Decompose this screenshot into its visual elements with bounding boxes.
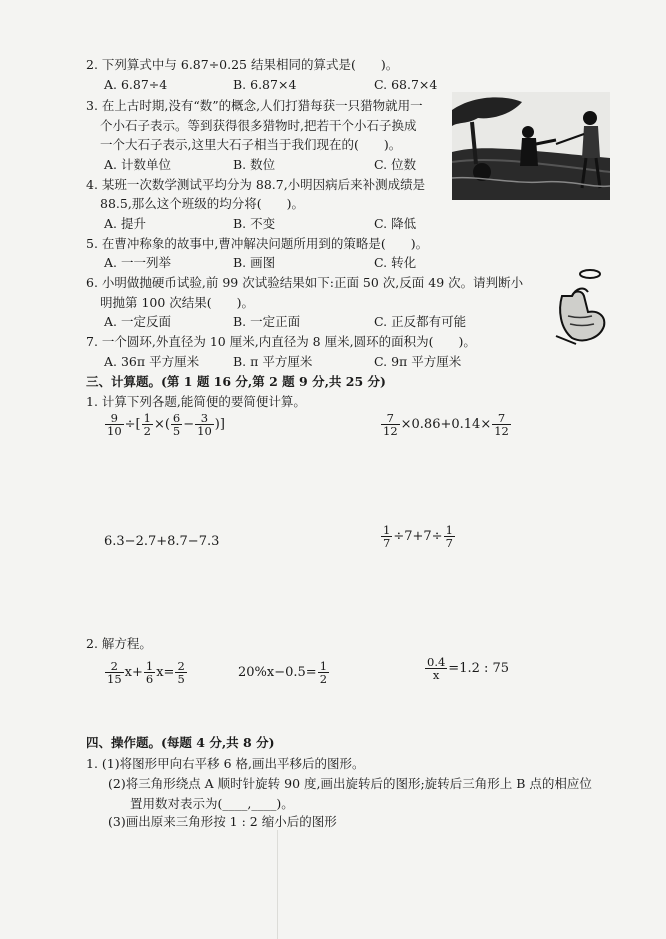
fraction: $\frac{1}{2}$ (143, 411, 151, 438)
question-5-option-b: B. 画图 (233, 255, 276, 270)
question-3-line-2: 个小石子表示。等到获得很多猎物时,把若干个小石子换成 (100, 118, 417, 133)
section-4-title: 四、操作题。(每题 4 分,共 8 分) (86, 735, 275, 750)
question-5-option-a: A. 一一列举 (104, 255, 171, 270)
equation-1 (104, 660, 188, 685)
section-4-line-4: (3)画出原来三角形按 1 : 2 缩小后的图形 (108, 814, 337, 829)
question-3-option-c: C. 位数 (374, 157, 417, 172)
calc-expression-1 (104, 412, 225, 437)
fraction: $\frac{1}{7}$ (383, 523, 391, 550)
operator: x+ (124, 665, 143, 680)
fraction: $\frac{7}{12}$ (494, 411, 509, 438)
question-4-line-1: 4. 某班一次数学测试平均分为 88.7,小明因病后来补测成绩是 (86, 177, 426, 192)
section-4-line-2: (2)将三角形绕点 A 顺时针旋转 90 度,画出旋转后的图形;旋转后三角形上 B 点的相应位 (108, 776, 592, 791)
operator: =1.2 : 75 (448, 661, 510, 676)
question-3-option-a: A. 计数单位 (104, 157, 171, 172)
fraction: $\frac{6}{5}$ (172, 411, 181, 438)
question-4-line-2: 88.5,那么这个班级的均分将( )。 (100, 196, 305, 211)
fraction: $\frac{1}{2}$ (319, 659, 328, 686)
question-6-option-a: A. 一定反面 (104, 314, 171, 329)
section-3-part-1-instruction: 1. 计算下列各题,能简便的要简便计算。 (86, 394, 306, 409)
operator: x= (156, 665, 175, 680)
question-6-option-c: C. 正反都有可能 (374, 314, 467, 329)
fraction: $\frac{1}{6}$ (145, 659, 154, 686)
question-2-stem: 2. 下列算式中与 6.87÷0.25 结果相同的算式是( )。 (86, 57, 399, 72)
fraction: $\frac{2}{15}$ (107, 659, 122, 686)
fraction: $\frac{0.4}{x}$ (427, 655, 446, 682)
question-2-option-a: A. 6.87÷4 (104, 77, 168, 92)
fraction: $\frac{1}{7}$ (445, 523, 453, 550)
fraction: $\frac{3}{10}$ (197, 411, 212, 438)
calc-expression-2 (380, 412, 512, 437)
question-5-option-c: C. 转化 (374, 255, 417, 270)
question-7-option-a: A. 36π 平方厘米 (104, 354, 200, 369)
operator: ×( (153, 417, 170, 432)
operator: − (183, 417, 195, 432)
question-6-line-1: 6. 小明做抛硬币试验,前 99 次试验结果如下:正面 50 次,反面 49 次。请判断小 (86, 275, 524, 290)
equation-3 (424, 656, 509, 681)
page-fold-line (277, 830, 278, 939)
question-2-option-b: B. 6.87×4 (233, 77, 297, 92)
section-4-line-1: 1. (1)将图形甲向右平移 6 格,画出平移后的图形。 (86, 756, 365, 771)
question-3-line-3: 一个大石子表示,这里大石子相当于我们现在的( )。 (100, 137, 402, 152)
question-6-line-2: 明抛第 100 次结果( )。 (100, 295, 255, 310)
section-3-title: 三、计算题。(第 1 题 16 分,第 2 题 9 分,共 25 分) (86, 374, 386, 389)
operator: ÷[ (124, 417, 141, 432)
calc-expression-4 (380, 524, 456, 549)
question-7-stem: 7. 一个圆环,外直径为 10 厘米,内直径为 8 厘米,圆环的面积为( )。 (86, 334, 476, 349)
question-3-option-b: B. 数位 (233, 157, 276, 172)
fraction: $\frac{7}{12}$ (383, 411, 398, 438)
question-5-stem: 5. 在曹冲称象的故事中,曹冲解决问题所用到的策略是( )。 (86, 236, 429, 251)
fraction: $\frac{2}{5}$ (177, 659, 185, 686)
fraction: $\frac{9}{10}$ (107, 411, 122, 438)
section-3-part-2-instruction: 2. 解方程。 (86, 636, 152, 651)
operator: )] (214, 417, 225, 432)
operator: ÷7+7÷ (393, 529, 443, 544)
question-4-option-c: C. 降低 (374, 216, 417, 231)
question-4-option-b: B. 不变 (233, 216, 276, 231)
question-7-option-b: B. π 平方厘米 (233, 354, 313, 369)
coin-toss-illustration (548, 266, 612, 346)
question-2-option-c: C. 68.7×4 (374, 77, 438, 92)
equation-2 (238, 660, 330, 685)
calc-expression-3: 6.3−2.7+8.7−7.3 (104, 534, 220, 549)
operator: ×0.86+0.14× (400, 417, 492, 432)
section-4-line-3: 置用数对表示为(____,____)。 (130, 796, 294, 811)
question-6-option-b: B. 一定正面 (233, 314, 301, 329)
question-3-line-1: 3. 在上古时期,没有“数”的概念,人们打猎每获一只猎物就用一 (86, 98, 423, 113)
hunting-illustration (452, 92, 610, 200)
operator: 20%x−0.5= (238, 665, 317, 680)
question-4-option-a: A. 提升 (104, 216, 146, 231)
question-7-option-c: C. 9π 平方厘米 (374, 354, 462, 369)
